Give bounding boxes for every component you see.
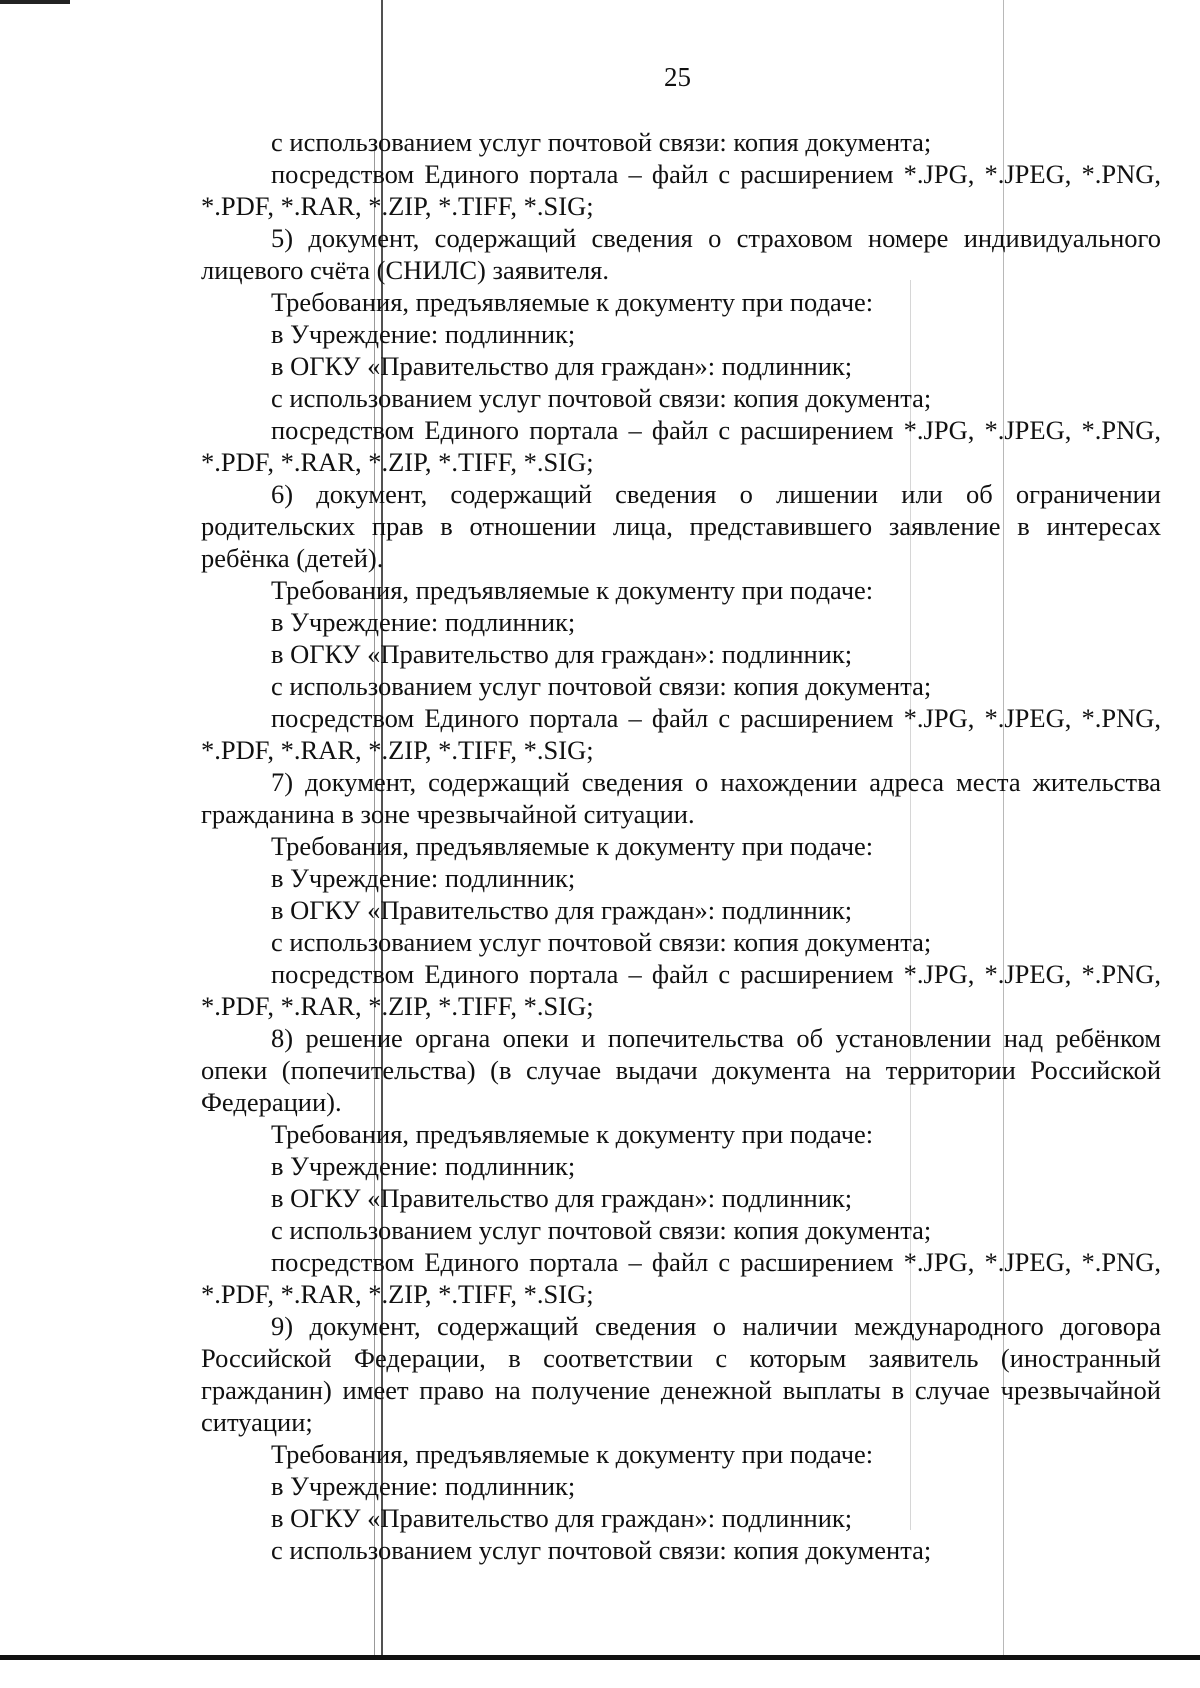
paragraph: посредством Единого портала – файл с расширением *.JPG, *.JPEG, *.PNG, *.PDF, *.RAR, *.ZIP, *.TIFF, *.SIG; (201, 159, 1161, 221)
paragraph: Требования, предъявляемые к документу при подаче: (271, 287, 874, 317)
paragraph: Требования, предъявляемые к документу при подаче: (271, 1439, 874, 1469)
document-body (201, 126, 1161, 1566)
paragraph: посредством Единого портала – файл с расширением *.JPG, *.JPEG, *.PNG, *.PDF, *.RAR, *.ZIP, *.TIFF, *.SIG; (201, 959, 1161, 1021)
paragraph: с использованием услуг почтовой связи: копия документа; (271, 383, 932, 413)
top-edge-rule (0, 0, 70, 4)
paragraph: с использованием услуг почтовой связи: копия документа; (271, 1215, 932, 1245)
paragraph: посредством Единого портала – файл с расширением *.JPG, *.JPEG, *.PNG, *.PDF, *.RAR, *.ZIP, *.TIFF, *.SIG; (201, 415, 1161, 477)
paragraph: в ОГКУ «Правительство для граждан»: подлинник; (271, 1183, 853, 1213)
paragraph: в Учреждение: подлинник; (271, 1471, 576, 1501)
paragraph: в Учреждение: подлинник; (271, 863, 576, 893)
paragraph: Требования, предъявляемые к документу при подаче: (271, 1119, 874, 1149)
paragraph: в Учреждение: подлинник; (271, 319, 576, 349)
paragraph: 9) документ, содержащий сведения о наличии международного договора Российской Федерации, в соответствии с которым заявитель (иностранный гражданин) имеет право на получение денежной выплаты в случае чрезвычайной ситуации; (201, 1311, 1161, 1437)
paragraph: с использованием услуг почтовой связи: копия документа; (271, 127, 932, 157)
paragraph: 5) документ, содержащий сведения о страховом номере индивидуального лицевого счёта (СНИЛС) заявителя. (201, 223, 1161, 285)
paragraph: в ОГКУ «Правительство для граждан»: подлинник; (271, 639, 853, 669)
paragraph: в ОГКУ «Правительство для граждан»: подлинник; (271, 1503, 853, 1533)
paragraph: 8) решение органа опеки и попечительства об установлении над ребёнком опеки (попечительства) (в случае выдачи документа на территории Российской Федерации). (201, 1023, 1161, 1117)
paragraph: в Учреждение: подлинник; (271, 1151, 576, 1181)
paragraph: 6) документ, содержащий сведения о лишении или об ограничении родительских прав в отношении лица, представившего заявление в интересах ребёнка (детей). (201, 479, 1161, 573)
paragraph: Требования, предъявляемые к документу при подаче: (271, 831, 874, 861)
bottom-edge-rule (0, 1655, 1200, 1660)
paragraph: 7) документ, содержащий сведения о нахождении адреса места жительства гражданина в зоне чрезвычайной ситуации. (201, 767, 1161, 829)
paragraph: с использованием услуг почтовой связи: копия документа; (271, 671, 932, 701)
paragraph: в ОГКУ «Правительство для граждан»: подлинник; (271, 895, 853, 925)
paragraph: Требования, предъявляемые к документу при подаче: (271, 575, 874, 605)
paragraph: с использованием услуг почтовой связи: копия документа; (271, 927, 932, 957)
paragraph: в Учреждение: подлинник; (271, 607, 576, 637)
paragraph: посредством Единого портала – файл с расширением *.JPG, *.JPEG, *.PNG, *.PDF, *.RAR, *.ZIP, *.TIFF, *.SIG; (201, 1247, 1161, 1309)
page-number: 25 (664, 62, 691, 92)
paragraph: посредством Единого портала – файл с расширением *.JPG, *.JPEG, *.PNG, *.PDF, *.RAR, *.ZIP, *.TIFF, *.SIG; (201, 703, 1161, 765)
paragraph: в ОГКУ «Правительство для граждан»: подлинник; (271, 351, 853, 381)
paragraph: с использованием услуг почтовой связи: копия документа; (271, 1535, 932, 1565)
